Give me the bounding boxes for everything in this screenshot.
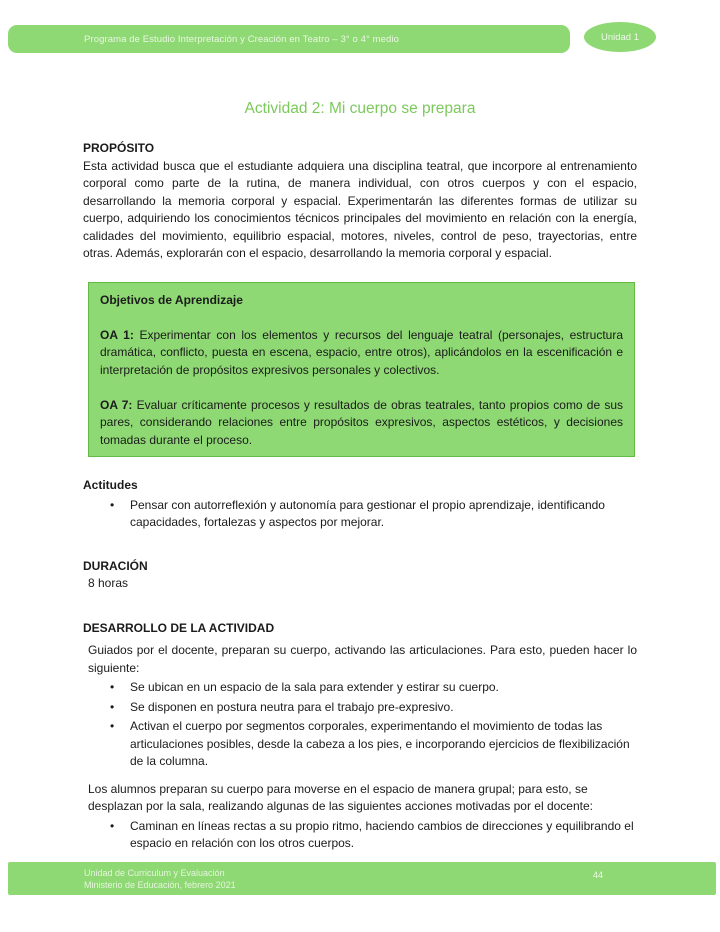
desarrollo-bullet-3: • Activan el cuerpo por segmentos corporales, experimentando el movimiento de todas las articulaciones posibles, desde la cabeza a los pies, e incorporando ejercicios de flexibilización de la columna. <box>83 718 637 771</box>
desarrollo-intro-1: Guiados por el docente, preparan su cuerpo, activando las articulaciones. Para esto, pueden hacer lo siguiente: <box>88 643 637 675</box>
desarrollo-bullet-2: • Se disponen en postura neutra para el trabajo pre-expresivo. <box>83 699 637 717</box>
content-column <box>83 140 637 853</box>
duracion-heading: DURACIÓN <box>83 558 148 573</box>
oa1-label: OA 1: <box>100 327 134 342</box>
oa7-label: OA 7: <box>100 397 133 412</box>
objetivos-box <box>88 282 635 458</box>
footer-bar <box>8 862 716 895</box>
objetivos-heading: Objetivos de Aprendizaje <box>100 292 243 307</box>
header-program-label: Programa de Estudio Interpretación y Creación en Teatro – 3° o 4° medio <box>84 33 400 45</box>
actitudes-bullet: • Pensar con autorreflexión y autonomía para gestionar el propio aprendizaje, identificando capacidades, fortalezas y aspectos por mejorar. <box>83 497 637 532</box>
oa1-paragraph <box>100 327 623 380</box>
desarrollo-bullet-1: • Se ubican en un espacio de la sala para extender y estirar su cuerpo. <box>83 679 637 697</box>
footer-line-1: Unidad de Curriculum y Evaluación <box>84 868 225 878</box>
unit-badge <box>584 22 656 52</box>
proposito-heading: PROPÓSITO <box>83 141 155 155</box>
desarrollo-bullet-4: • Caminan en líneas rectas a su propio ritmo, haciendo cambios de direcciones y equilibrando el espacio en relación con los otros cuerpos. <box>83 818 637 853</box>
oa7-text: Evaluar críticamente procesos y resultados de obras teatrales, tanto propios como de sus pares, considerando relaciones entre propósitos expresivos, aspectos estéticos, y decisiones tomadas durante el proceso. <box>100 397 623 447</box>
desarrollo-intro-2: Los alumnos preparan su cuerpo para moverse en el espacio de manera grupal; para esto, se desplazan por la sala, realizando algunas de las siguientes acciones motivadas por el docente: <box>88 781 593 813</box>
header-bar <box>8 25 570 53</box>
page-title: Actividad 2: Mi cuerpo se prepara <box>244 100 476 117</box>
actitudes-heading: Actitudes <box>83 478 138 492</box>
page-number: 44 <box>593 870 604 880</box>
footer-line-2: Ministerio de Educación, febrero 2021 <box>84 880 236 890</box>
oa7-paragraph <box>100 397 623 450</box>
proposito-body: Esta actividad busca que el estudiante adquiera una disciplina teatral, que incorpore al entrenamiento corporal como parte de la rutina, de manera individual, con otros cuerpos y con el espacio, desarrollando la memoria corporal y espacial. Experimentarán las diferentes formas de utilizar su cuerpo, adquiriendo los conocimientos técnicos principales del movimiento en relación con la energía, calidades del movimiento, equilibrio espacial, motores, niveles, control de peso, trayectorias, entre otras. Además, explorarán con el espacio, desarrollando la memoria corporal y espacial. <box>83 158 637 260</box>
unit-badge-label: Unidad 1 <box>600 31 640 43</box>
desarrollo-heading: DESARROLLO DE LA ACTIVIDAD <box>83 620 275 635</box>
oa1-text: Experimentar con los elementos y recursos del lenguaje teatral (personajes, estructura dramática, conflicto, puesta en escena, espacio, entre otros), aplicándolos en la escenificación e interpretación de propósitos expresivos personales y colectivos. <box>100 327 623 377</box>
duracion-value: 8 horas <box>88 576 129 590</box>
